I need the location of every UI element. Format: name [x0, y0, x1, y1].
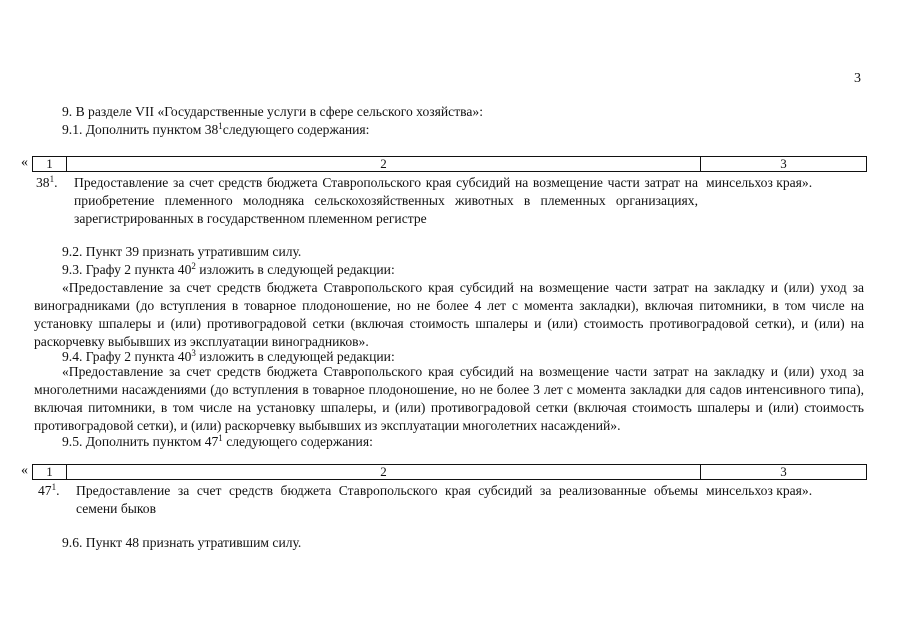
item-9-5-sup: 1	[218, 433, 223, 443]
item-9-1	[62, 121, 369, 139]
item-9-4-pre: 9.4. Графу 2 пункта 40	[62, 349, 192, 364]
item-9-3-sup: 2	[191, 261, 196, 271]
item-9-5-pre: 9.5. Дополнить пунктом 47	[62, 434, 219, 449]
item-9-5	[62, 433, 373, 451]
table2-row-col3: минсельхоз края».	[706, 483, 813, 498]
table2-header-col1: 1	[33, 465, 67, 479]
item-9-4-post: изложить в следующей редакции:	[195, 349, 395, 364]
table2-row-text: Предоставление за счет средств бюджета Ставропольского края субсидий за реализованные объемы семени быков	[76, 483, 698, 516]
item-9-3-post: изложить в следующей редакции:	[195, 262, 395, 277]
item-9-4-text: «Предоставление за счет средств бюджета Ставропольского края субсидий на возмещение части затрат на закладку и (или) уход за многолетними насаждениями (до вступления в товарное плодоношение, но не более 3 лет с момента закладки для садов интенсивного типа), включая питомники, в том числе на установку шпалеры, и (или) противоградовой сетки (включая стоимость шпалеры и (или) стоимость противоградовой сетки), и (или) раскорчевку выбывших из эксплуатации многолетних насаждений».	[34, 364, 864, 433]
item-9-2: 9.2. Пункт 39 признать утратившим силу.	[62, 244, 302, 259]
table1-row-number-dot: .	[54, 175, 58, 190]
table1-header-col1: 1	[33, 157, 67, 171]
table1-row-number-main: 38	[36, 175, 50, 190]
table2-header	[32, 464, 867, 480]
item-9-1-sup: 1	[218, 121, 223, 131]
table1-header-col3: 3	[780, 156, 787, 171]
table2-row-number-main: 47	[38, 483, 52, 498]
table1-row-text: Предоставление за счет средств бюджета Ставропольского края субсидий на возмещение части затрат на приобретение племенного молодняка сельскохозяйственных животных в племенных организациях, зарегистрированных в государственном племенном регистре	[74, 175, 698, 226]
item-9-5-post: следующего содержания:	[222, 434, 373, 449]
table1-row-number-sup: 1	[49, 174, 55, 184]
table1-header-col2: 2	[67, 157, 701, 171]
table2-header-col3: 3	[780, 464, 787, 479]
table2-open-quote: «	[21, 463, 28, 478]
table2-row-number-sup: 1	[51, 482, 57, 492]
table2-header-col2: 2	[67, 465, 701, 479]
table2-row-number	[38, 482, 60, 500]
item-9-3-pre: 9.3. Графу 2 пункта 40	[62, 262, 192, 277]
item-9-3	[62, 261, 395, 279]
item-9-4-sup: 3	[191, 348, 196, 358]
table2-row-number-dot: .	[56, 483, 60, 498]
item-9-3-text: «Предоставление за счет средств бюджета Ставропольского края субсидий на возмещение части затрат на закладку и (или) уход за виноградниками (до вступления в товарное плодоношение, но не более 4 лет с момента закладки), включая питомники, в том числе на установку шпалеры и (или) противоградовой сетки (включая стоимость шпалеры и (или) стоимость противоградовой сетки), и (или) на раскорчевку выбывших из эксплуатации виноградников».	[34, 280, 864, 349]
table1-open-quote: «	[21, 155, 28, 170]
section-9-heading: 9. В разделе VII «Государственные услуги в сфере сельского хозяйства»:	[62, 104, 483, 119]
item-9-1-pre: 9.1. Дополнить пунктом 38	[62, 122, 219, 137]
item-9-6: 9.6. Пункт 48 признать утратившим силу.	[62, 535, 302, 550]
item-9-1-post: следующего содержания:	[222, 122, 370, 137]
table1-row-number	[36, 174, 58, 192]
page-number: 3	[854, 71, 861, 86]
table1-header	[32, 156, 867, 172]
table1-row-col3: минсельхоз края».	[706, 175, 813, 190]
